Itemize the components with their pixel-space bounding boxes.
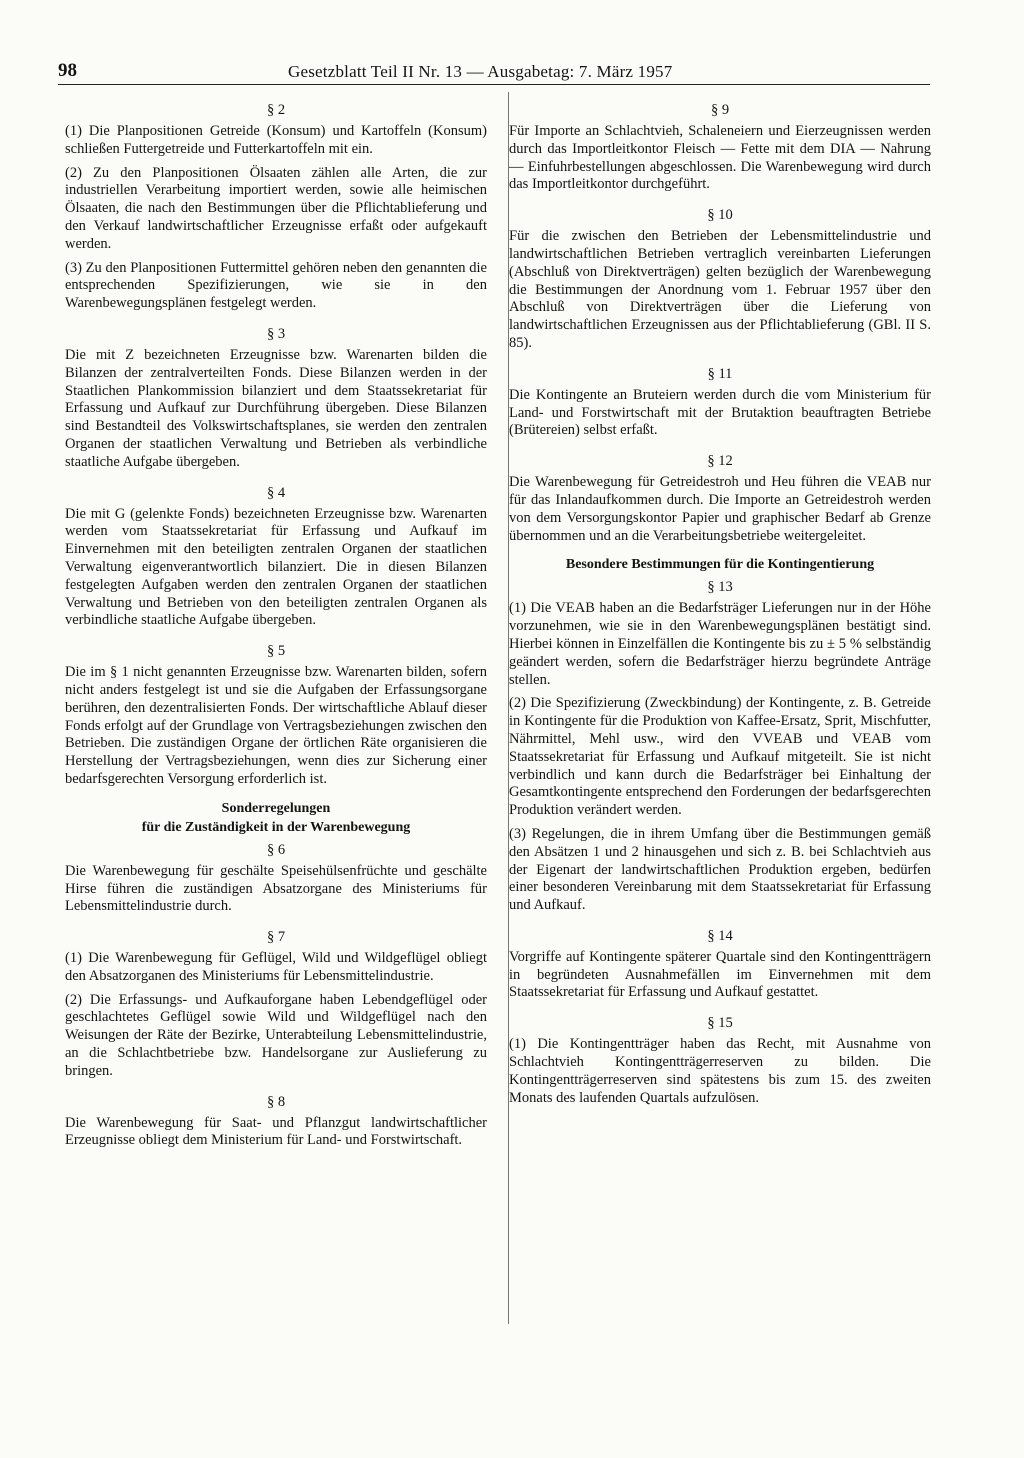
- paragraph: (2) Zu den Planpositionen Ölsaaten zählen alle Arten, die zur industriellen Verarbeitung importiert werden, sowie alle heimischen Ölsaaten, die nach den Bestimmungen über die Pflichtablieferung und den Verkauf landwirtschaftlicher Erzeugnisse erfaßt oder aufgekauft werden.: [65, 164, 487, 252]
- section-heading: § 13: [707, 579, 733, 596]
- paragraph: (2) Die Spezifizierung (Zweckbindung) der Kontingente, z. B. Getreide in Kontingente für die Produktion von Kaffee-Ersatz, Sprit, Mischfutter, Nährmittel, Mehl usw., wird den VVEAB und VEAB vom Staatssekretariat für Erfassung und Aufkauf mitgeteilt. Sie ist nicht verbindlich und kann durch die Bedarfsträger bei Einhaltung der Gesamtkontingente entsprechend den Forderungen der bedarfsgerechten Produktion verändert werden.: [509, 695, 931, 819]
- paragraph: Die mit G (gelenkte Fonds) bezeichneten Erzeugnisse bzw. Warenarten werden vom Staatssekretariat für Erfassung und Aufkauf im Einvernehmen mit den beteiligten zentralen Organen der staatlichen Verwaltung eigenverantwortlich bilanziert. Die in diesen Bilanzen festgelegten Aufgaben werden den zentralen Organen der staatlichen Verwaltung und Betrieben von den beteiligten zentralen Organen als verbindliche staatliche Aufgabe übergeben.: [65, 505, 487, 629]
- subheading: für die Zuständigkeit in der Warenbewegung: [141, 819, 411, 835]
- left-column: [65, 97, 487, 1156]
- section-heading: § 7: [266, 929, 286, 946]
- section-heading: § 6: [266, 841, 286, 858]
- page-header: [58, 60, 930, 85]
- section-heading: § 4: [266, 484, 286, 501]
- paragraph: Für Importe an Schlachtvieh, Schaleneiern und Eierzeugnissen werden durch das Importleitkontor Fleisch — Fette mit dem DIA — Nahrung — Einfuhrbestellungen abgeschlossen. Die Warenbewegung wird durch das Importleitkontor durchgeführt.: [509, 123, 931, 193]
- subheading: Besondere Bestimmungen für die Kontingentierung: [565, 557, 875, 573]
- paragraph: Die Warenbewegung für Getreidestroh und Heu führen die VEAB nur für das Inlandaufkommen durch. Die Importe an Getreidestroh werden von dem Versorgungskontor Papier und graphischer Bedarf ab Grenze übernommen und an die Verarbeitungsbetriebe weitergeleitet.: [509, 474, 931, 544]
- paragraph: Die Kontingente an Bruteiern werden durch die vom Ministerium für Land- und Forstwirtschaft mit der Brutaktion beauftragten Betriebe (Brütereien) selbst erfaßt.: [509, 386, 931, 439]
- subheading: Sonderregelungen: [221, 800, 331, 816]
- right-column: [509, 97, 931, 1113]
- section-heading: § 3: [266, 325, 286, 342]
- paragraph: Die im § 1 nicht genannten Erzeugnisse bzw. Warenarten bilden, sofern nicht anders festgelegt ist und sie die Aufgaben der Erfassungsorgane berühren, den dezentralisierten Fonds. Der wirtschaftliche Ablauf dieser Fonds erfolgt auf der Grundlage von Vertragsbeziehungen zwischen den Betrieben. Die zuständigen Organe der örtlichen Räte organisieren die Herstellung der Vertragsbeziehungen, wenn dies zur Sicherung einer bedarfsgerechten Versorgung erforderlich ist.: [65, 664, 487, 787]
- section-heading: § 8: [266, 1093, 286, 1110]
- section-heading: § 9: [710, 102, 730, 118]
- paragraph: (1) Die VEAB haben an die Bedarfsträger Lieferungen nur in der Höhe vorzunehmen, wie sie in den Warenbewegungsplänen bestätigt sind. Hierbei können in Einzelfällen die Kontingente bis zu ± 5 % selbständig geändert werden, sofern die Bedarfsträger hierzu begründete Anträge stellen.: [509, 600, 931, 688]
- section-heading: § 2: [266, 102, 286, 118]
- section-heading: § 5: [266, 643, 286, 660]
- section-heading: § 11: [707, 365, 733, 382]
- paragraph: (1) Die Warenbewegung für Geflügel, Wild und Wildgeflügel obliegt den Absatzorganen des Ministeriums für Lebensmittelindustrie.: [65, 950, 487, 984]
- paragraph: Vorgriffe auf Kontingente späterer Quartale sind den Kontingentträgern in begründeten Ausnahmefällen im Einvernehmen mit dem Staatssekretariat für Erfassung und Aufkauf gestattet.: [509, 948, 931, 1001]
- paragraph: (1) Die Planpositionen Getreide (Konsum) und Kartoffeln (Konsum) schließen Futtergetreide und Futterkartoffeln mit ein.: [65, 123, 487, 157]
- page-number: 98: [58, 60, 77, 81]
- section-heading: § 12: [707, 453, 733, 470]
- paragraph: Die mit Z bezeichneten Erzeugnisse bzw. Warenarten bilden die Bilanzen der zentralverteilten Fonds. Diese Bilanzen werden in der Staatlichen Plankommission bilanziert und dem Staatssekretariat für Erfassung und Aufkauf zur Durchführung übergeben. Diese Bilanzen sind Bestandteil des Volkswirtschaftsplanes, sie werden den zentralen Organen der staatlichen Verwaltung und Betrieben als verbindliche staatliche Aufgabe übergeben.: [65, 346, 487, 470]
- section-heading: § 10: [707, 207, 733, 224]
- section-heading: § 14: [707, 927, 733, 944]
- paragraph: (3) Zu den Planpositionen Futtermittel gehören neben den genannten die entsprechenden Spezifizierungen, wie sie in den Warenbewegungsplänen festgelegt werden.: [65, 259, 487, 312]
- paragraph: (1) Die Kontingentträger haben das Recht, mit Ausnahme von Schlachtvieh Kontingentträgerreserven zu bilden. Die Kontingentträgerreserven sind spätestens bis zum 15. des zweiten Monats des laufenden Quartals aufzulösen.: [509, 1036, 931, 1106]
- paragraph: (3) Regelungen, die in ihrem Umfang über die Bestimmungen gemäß den Absätzen 1 und 2 hinausgehen und sich z. B. bei Schlachtvieh aus der Eigenart der landwirtschaftlichen Produktion ergeben, bedürfen einer besonderen Vereinbarung mit dem Staatssekretariat für Erfassung und Aufkauf.: [509, 825, 931, 914]
- running-head: Gesetzblatt Teil II Nr. 13 — Ausgabetag: 7. März 1957: [288, 62, 673, 81]
- section-heading: § 15: [707, 1015, 733, 1032]
- paragraph: (2) Die Erfassungs- und Aufkauforgane haben Lebendgeflügel oder geschlachtetes Geflügel sowie Wild und Wildgeflügel nach den Weisungen der Räte der Bezirke, Unterabteilung Lebensmittelindustrie, an die Schlachtbetriebe bzw. Handelsorgane zur Auslieferung zu bringen.: [65, 991, 487, 1079]
- paragraph: Die Warenbewegung für geschälte Speisehülsenfrüchte und geschälte Hirse führen die zuständigen Absatzorgane des Ministeriums für Lebensmittelindustrie durch.: [65, 862, 487, 915]
- paragraph: Die Warenbewegung für Saat- und Pflanzgut landwirtschaftlicher Erzeugnisse obliegt dem Ministerium für Land- und Forstwirtschaft.: [65, 1114, 487, 1149]
- paragraph: Für die zwischen den Betrieben der Lebensmittelindustrie und landwirtschaftlichen Betrieben vertraglich vereinbarten Lieferungen (Abschluß von Direktverträgen) gelten bezüglich der Warenbewegung die Bestimmungen der Anordnung vom 1. Februar 1957 über den Abschluß von Direktverträgen über die Lieferung von landwirtschaftlichen Erzeugnissen aus der Pflichtablieferung (GBl. II S. 85).: [509, 228, 931, 351]
